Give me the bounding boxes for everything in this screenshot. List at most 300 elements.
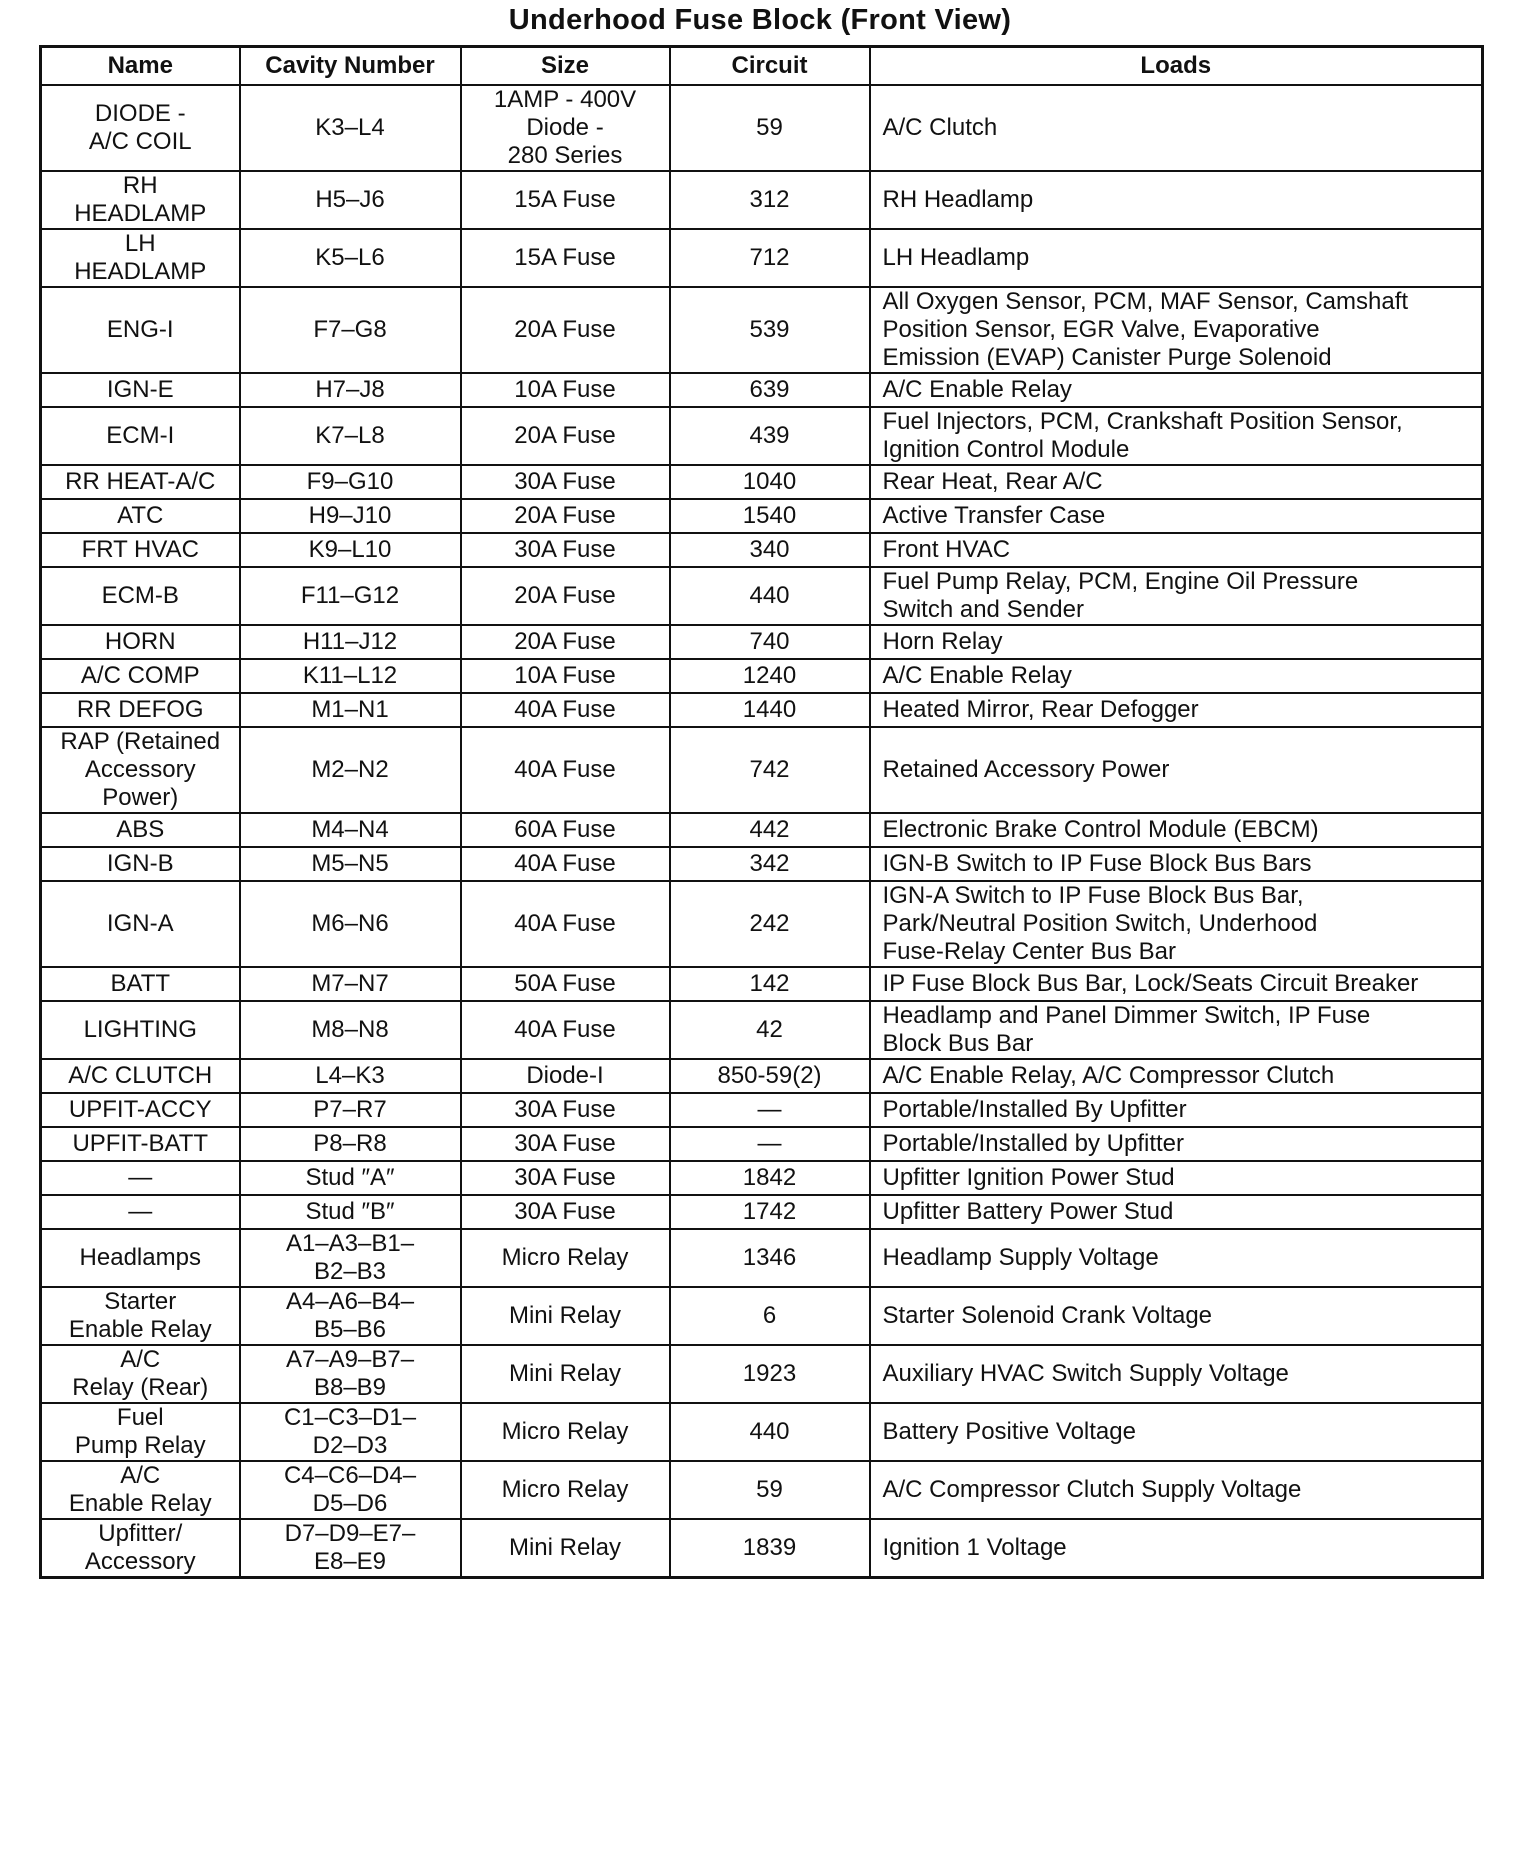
cell-loads-text: A/C Enable Relay, A/C Compressor Clutch [882,1062,1335,1089]
cell-name-text: DIODE - A/C COIL [88,100,192,155]
cell-name-text: RR HEAT-A/C [65,468,216,495]
cell-circuit-text: 1240 [742,662,797,689]
cell-size-text: 20A Fuse [514,316,616,343]
cell-name-text: ENG-I [106,316,174,343]
cell-circuit-text: 1440 [742,696,797,723]
cell-loads-text: LH Headlamp [882,244,1030,271]
cell-circuit [670,1001,870,1059]
cell-circuit [670,813,870,847]
cell-cavity-number-text: C4–C6–D4– D5–D6 [283,1462,417,1517]
cell-loads [870,1345,1483,1403]
cell-cavity-number [240,659,461,693]
cell-size-text: Micro Relay [501,1476,629,1503]
cell-size [461,229,670,287]
cell-size [461,407,670,465]
cell-circuit [670,465,870,499]
cell-loads-text: Active Transfer Case [882,502,1106,529]
cell-size-text: 30A Fuse [514,1164,616,1191]
cell-circuit [670,533,870,567]
column-header-circuit: Circuit [670,47,870,86]
cell-cavity-number-text: K11–L12 [302,662,398,689]
cell-name-text: IGN-E [106,376,174,403]
cell-size-text: 20A Fuse [514,422,616,449]
cell-circuit-text: 539 [749,316,790,343]
cell-name [41,813,240,847]
cell-circuit-text: 740 [749,628,790,655]
cell-size-text: Diode-I [526,1062,604,1089]
cell-cavity-number-text: Stud ″A″ [305,1164,395,1191]
table-row [41,693,1483,727]
cell-name-text: Upfitter/ Accessory [84,1520,196,1575]
cell-loads-text: A/C Enable Relay [882,662,1072,689]
cell-cavity-number [240,1345,461,1403]
cell-cavity-number-text: H7–J8 [315,376,385,403]
cell-circuit-text: 340 [749,536,790,563]
cell-size [461,287,670,373]
cell-name-text: — [128,1198,153,1225]
cell-cavity-number [240,465,461,499]
cell-cavity-number [240,533,461,567]
cell-size-text: 30A Fuse [514,1096,616,1123]
cell-name [41,373,240,407]
cell-name [41,1161,240,1195]
table-row [41,171,1483,229]
table-row [41,727,1483,813]
cell-circuit [670,1287,870,1345]
cell-circuit-text: 440 [749,1418,790,1445]
cell-circuit [670,407,870,465]
cell-size [461,373,670,407]
table-row [41,881,1483,967]
cell-size [461,1229,670,1287]
cell-circuit-text: 1040 [742,468,797,495]
cell-name [41,1287,240,1345]
cell-cavity-number [240,85,461,171]
cell-size-text: 60A Fuse [514,816,616,843]
cell-size [461,813,670,847]
cell-loads-text: RH Headlamp [882,186,1034,213]
cell-loads-text: Auxiliary HVAC Switch Supply Voltage [882,1360,1289,1387]
cell-size-text: Mini Relay [508,1360,622,1387]
cell-circuit [670,659,870,693]
table-row [41,847,1483,881]
cell-loads [870,567,1483,625]
cell-cavity-number [240,1519,461,1578]
cell-size [461,1345,670,1403]
cell-loads [870,625,1483,659]
cell-name [41,727,240,813]
table-row [41,287,1483,373]
cell-cavity-number [240,967,461,1001]
cell-loads [870,881,1483,967]
cell-name [41,1229,240,1287]
cell-cavity-number-text: M7–N7 [311,970,389,997]
cell-name [41,533,240,567]
cell-circuit [670,625,870,659]
cell-loads-text: Headlamp and Panel Dimmer Switch, IP Fuse Block Bus Bar [882,1002,1371,1057]
cell-name [41,287,240,373]
table-row [41,499,1483,533]
cell-circuit-text: 312 [749,186,790,213]
cell-size [461,847,670,881]
cell-cavity-number-text: M6–N6 [311,910,389,937]
cell-circuit-text: 712 [749,244,790,271]
cell-loads-text: Upfitter Battery Power Stud [882,1198,1174,1225]
cell-size [461,1161,670,1195]
cell-cavity-number [240,1161,461,1195]
cell-loads-text: Fuel Injectors, PCM, Crankshaft Position Sensor, Ignition Control Module [882,408,1403,463]
cell-cavity-number-text: P7–R7 [313,1096,387,1123]
cell-circuit [670,1403,870,1461]
cell-cavity-number [240,727,461,813]
cell-cavity-number [240,1461,461,1519]
cell-cavity-number-text: K3–L4 [315,114,385,141]
cell-loads [870,1161,1483,1195]
cell-size [461,1195,670,1229]
cell-name-text: A/C Relay (Rear) [72,1346,209,1401]
cell-size [461,1127,670,1161]
cell-name [41,1345,240,1403]
cell-name-text: BATT [110,970,171,997]
cell-circuit-text: 1923 [742,1360,797,1387]
cell-name [41,659,240,693]
cell-circuit-text: 1346 [742,1244,797,1271]
cell-loads-text: Heated Mirror, Rear Defogger [882,696,1199,723]
table-row [41,229,1483,287]
table-row [41,85,1483,171]
table-body [41,85,1483,1578]
table-row [41,407,1483,465]
cell-name-text: LH HEADLAMP [74,230,207,285]
cell-loads-text: Rear Heat, Rear A/C [882,468,1103,495]
cell-loads-text: Retained Accessory Power [882,756,1170,783]
cell-circuit [670,1161,870,1195]
cell-loads-text: Starter Solenoid Crank Voltage [882,1302,1213,1329]
cell-size [461,1287,670,1345]
column-header-cavity-number: Cavity Number [240,47,461,86]
cell-name [41,171,240,229]
cell-circuit [670,499,870,533]
cell-name-text: RR DEFOG [76,696,204,723]
cell-size-text: 20A Fuse [514,628,616,655]
cell-cavity-number-text: P8–R8 [313,1130,387,1157]
cell-circuit [670,373,870,407]
cell-name-text: HORN [104,628,176,655]
table-row [41,1287,1483,1345]
cell-size [461,1519,670,1578]
cell-loads-text: Ignition 1 Voltage [882,1534,1067,1561]
cell-loads [870,1287,1483,1345]
cell-loads [870,1229,1483,1287]
table-row [41,1001,1483,1059]
column-header-size: Size [461,47,670,86]
cell-circuit [670,1461,870,1519]
cell-loads-text: Portable/Installed By Upfitter [882,1096,1187,1123]
cell-size [461,1403,670,1461]
cell-circuit-text: 59 [756,114,783,141]
cell-circuit [670,967,870,1001]
cell-size-text: 30A Fuse [514,536,616,563]
table-row [41,1403,1483,1461]
cell-name [41,567,240,625]
cell-size-text: Micro Relay [501,1244,629,1271]
cell-size-text: Mini Relay [508,1302,622,1329]
cell-size [461,567,670,625]
cell-cavity-number-text: H9–J10 [308,502,392,529]
table-row [41,659,1483,693]
cell-name-text: A/C CLUTCH [68,1062,213,1089]
cell-cavity-number [240,229,461,287]
cell-name [41,625,240,659]
cell-loads-text: A/C Clutch [882,114,998,141]
cell-name-text: IGN-A [106,910,174,937]
cell-loads [870,1059,1483,1093]
cell-loads [870,1195,1483,1229]
cell-circuit [670,567,870,625]
cell-name [41,229,240,287]
cell-cavity-number-text: Stud ″B″ [305,1198,395,1225]
cell-name-text: Fuel Pump Relay [74,1404,206,1459]
cell-cavity-number [240,1287,461,1345]
cell-circuit-text: 1742 [742,1198,797,1225]
cell-size-text: 30A Fuse [514,468,616,495]
cell-name [41,85,240,171]
cell-loads [870,1001,1483,1059]
table-row [41,373,1483,407]
cell-circuit-text: 1540 [742,502,797,529]
cell-name-text: ECM-I [106,422,175,449]
cell-circuit-text: — [757,1096,782,1123]
cell-loads [870,1519,1483,1578]
table-row [41,1461,1483,1519]
table-row [41,625,1483,659]
cell-size-text: 10A Fuse [514,376,616,403]
cell-name [41,1093,240,1127]
cell-loads [870,499,1483,533]
cell-name [41,967,240,1001]
cell-size-text: 50A Fuse [514,970,616,997]
cell-size-text: Micro Relay [501,1418,629,1445]
cell-cavity-number [240,881,461,967]
cell-size [461,171,670,229]
cell-size-text: 10A Fuse [514,662,616,689]
cell-size-text: 30A Fuse [514,1130,616,1157]
header-row [41,47,1483,86]
cell-circuit [670,1093,870,1127]
cell-size-text: 30A Fuse [514,1198,616,1225]
cell-size-text: 15A Fuse [514,244,616,271]
cell-size-text: 20A Fuse [514,502,616,529]
cell-circuit-text: 639 [749,376,790,403]
cell-circuit [670,85,870,171]
cell-loads-text: Fuel Pump Relay, PCM, Engine Oil Pressure Switch and Sender [882,568,1359,623]
fuse-block-table [39,45,1484,1579]
cell-cavity-number-text: H5–J6 [315,186,385,213]
cell-circuit [670,229,870,287]
cell-loads-text: Headlamp Supply Voltage [882,1244,1159,1271]
cell-circuit [670,171,870,229]
cell-loads-text: A/C Enable Relay [882,376,1072,403]
table-row [41,1059,1483,1093]
table-row [41,1127,1483,1161]
cell-loads [870,171,1483,229]
cell-size [461,465,670,499]
cell-loads-text: Electronic Brake Control Module (EBCM) [882,816,1319,843]
cell-cavity-number [240,1195,461,1229]
cell-name-text: ECM-B [101,582,179,609]
cell-cavity-number [240,1001,461,1059]
cell-circuit-text: 42 [756,1016,783,1043]
cell-name-text: RH HEADLAMP [74,172,207,227]
cell-circuit-text: 850-59(2) [717,1062,822,1089]
cell-size-text: Mini Relay [508,1534,622,1561]
cell-cavity-number [240,1059,461,1093]
cell-name-text: ATC [117,502,164,529]
cell-cavity-number [240,1403,461,1461]
cell-size [461,659,670,693]
cell-loads-text: Portable/Installed by Upfitter [882,1130,1184,1157]
cell-cavity-number-text: K7–L8 [315,422,385,449]
cell-loads [870,1093,1483,1127]
cell-name-text: Starter Enable Relay [68,1288,212,1343]
cell-cavity-number-text: D7–D9–E7– E8–E9 [284,1520,416,1575]
cell-loads-text: IP Fuse Block Bus Bar, Lock/Seats Circuit Breaker [882,970,1419,997]
cell-loads-text: IGN-A Switch to IP Fuse Block Bus Bar, Park/Neutral Position Switch, Underhood Fuse-Relay Center Bus Bar [882,882,1318,965]
table-row [41,1195,1483,1229]
cell-cavity-number [240,1127,461,1161]
cell-cavity-number-text: K9–L10 [308,536,392,563]
cell-loads [870,373,1483,407]
cell-name-text: UPFIT-ACCY [68,1096,212,1123]
cell-loads-text: Horn Relay [882,628,1003,655]
cell-name-text: FRT HVAC [81,536,199,563]
cell-cavity-number-text: F11–G12 [300,582,400,609]
cell-name [41,499,240,533]
cell-loads [870,1127,1483,1161]
column-header-loads: Loads [870,47,1483,86]
cell-cavity-number-text: A1–A3–B1– B2–B3 [285,1230,415,1285]
cell-circuit [670,1195,870,1229]
cell-name [41,693,240,727]
cell-circuit-text: 59 [756,1476,783,1503]
cell-name-text: RAP (Retained Accessory Power) [60,728,221,811]
cell-cavity-number [240,1229,461,1287]
cell-name [41,1001,240,1059]
cell-name [41,465,240,499]
column-header-name: Name [41,47,240,86]
cell-circuit-text: 1839 [742,1534,797,1561]
cell-size [461,727,670,813]
cell-cavity-number-text: H11–J12 [302,628,398,655]
cell-cavity-number [240,567,461,625]
cell-circuit [670,727,870,813]
cell-loads-text: IGN-B Switch to IP Fuse Block Bus Bars [882,850,1312,877]
cell-circuit [670,1229,870,1287]
table-row [41,813,1483,847]
cell-size-text: 40A Fuse [514,696,616,723]
cell-loads [870,465,1483,499]
cell-loads [870,727,1483,813]
cell-name [41,1127,240,1161]
cell-size-text: 40A Fuse [514,850,616,877]
cell-circuit [670,693,870,727]
cell-circuit [670,881,870,967]
cell-name [41,1519,240,1578]
cell-name [41,1403,240,1461]
cell-circuit [670,1059,870,1093]
table-row [41,1519,1483,1578]
cell-circuit-text: 442 [749,816,790,843]
cell-loads-text: All Oxygen Sensor, PCM, MAF Sensor, Camshaft Position Sensor, EGR Valve, Evaporative Emission (EVAP) Canister Purge Solenoid [882,288,1409,371]
cell-size [461,967,670,1001]
cell-name-text: ABS [116,816,165,843]
cell-cavity-number [240,847,461,881]
cell-circuit-text: 142 [749,970,790,997]
cell-cavity-number-text: M4–N4 [311,816,389,843]
cell-loads [870,407,1483,465]
cell-cavity-number-text: A7–A9–B7– B8–B9 [285,1346,415,1401]
cell-cavity-number-text: M2–N2 [311,756,389,783]
cell-circuit-text: 342 [749,850,790,877]
cell-circuit-text: 440 [749,582,790,609]
cell-name-text: — [128,1164,153,1191]
cell-circuit [670,287,870,373]
cell-cavity-number [240,499,461,533]
cell-size-text: 15A Fuse [514,186,616,213]
table-row [41,567,1483,625]
cell-circuit-text: 1842 [742,1164,797,1191]
table-row [41,533,1483,567]
cell-size [461,693,670,727]
cell-loads [870,1461,1483,1519]
table-row [41,1229,1483,1287]
cell-cavity-number [240,407,461,465]
page-title: Underhood Fuse Block (Front View) [508,4,1012,36]
cell-name-text: IGN-B [106,850,174,877]
cell-cavity-number [240,693,461,727]
cell-loads [870,533,1483,567]
cell-loads [870,287,1483,373]
cell-size-text: 40A Fuse [514,756,616,783]
cell-size [461,533,670,567]
cell-loads [870,659,1483,693]
cell-cavity-number-text: A4–A6–B4– B5–B6 [285,1288,415,1343]
cell-circuit [670,847,870,881]
cell-size [461,85,670,171]
cell-cavity-number-text: M1–N1 [311,696,389,723]
cell-size-text: 20A Fuse [514,582,616,609]
cell-loads [870,229,1483,287]
cell-size [461,1461,670,1519]
cell-cavity-number [240,287,461,373]
cell-circuit [670,1127,870,1161]
cell-loads-text: Battery Positive Voltage [882,1418,1136,1445]
cell-size [461,499,670,533]
cell-cavity-number-text: F7–G8 [313,316,387,343]
table-row [41,465,1483,499]
cell-loads [870,847,1483,881]
cell-circuit-text: 242 [749,910,790,937]
cell-cavity-number [240,625,461,659]
cell-circuit [670,1345,870,1403]
cell-loads [870,813,1483,847]
cell-cavity-number [240,373,461,407]
cell-cavity-number-text: F9–G10 [306,468,394,495]
cell-name-text: LIGHTING [83,1016,197,1043]
cell-name [41,847,240,881]
cell-size [461,1093,670,1127]
cell-circuit-text: — [757,1130,782,1157]
